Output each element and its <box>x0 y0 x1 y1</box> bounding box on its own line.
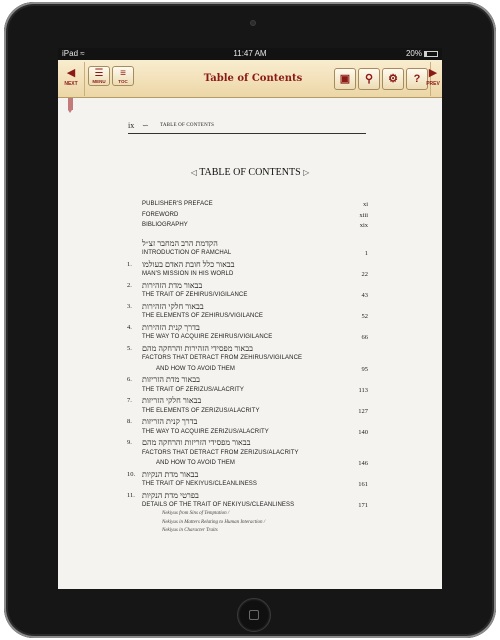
chapter-title: INTRODUCTION OF RAMCHAL <box>142 250 232 256</box>
gear-icon: ⚙ <box>388 73 398 85</box>
toc-entry-title: PUBLISHER'S PREFACE <box>142 201 213 207</box>
ornament-right-icon: ▷ <box>303 168 310 177</box>
toc-button[interactable]: ≡ TOC <box>112 66 134 86</box>
search-icon: ⚲ <box>364 73 374 85</box>
toc-entry-page: 113 <box>358 386 368 394</box>
toc-entry-page: 52 <box>361 313 368 320</box>
toc-entry[interactable] <box>58 291 442 301</box>
toc-entry-hebrew-row[interactable] <box>58 323 442 333</box>
status-time: 11:47 AM <box>233 49 267 58</box>
chapter-hebrew-title: בדרך קנית הזריזות <box>142 417 198 426</box>
toc-entry-hebrew-row[interactable] <box>58 281 442 291</box>
ornament-left-icon: ◁ <box>190 168 197 177</box>
chapter-title: FACTORS THAT DETRACT FROM ZERIZUS/ALACRITY <box>142 449 299 456</box>
toc-entry-page: 161 <box>358 481 368 488</box>
toc-entry-page: 1 <box>364 250 368 257</box>
chapter-hebrew-title: בבאור מדת הזהירות <box>142 280 203 290</box>
chapter-title: AND HOW TO AVOID THEM <box>156 460 235 466</box>
chapter-number: 5. <box>127 344 132 352</box>
section-title: Nekiyus in Matters Relating to Human Interaction / <box>162 519 266 525</box>
chapter-number: 7. <box>127 397 132 404</box>
chapter-number: 4. <box>127 323 132 331</box>
page-content <box>58 48 442 589</box>
toc-entry[interactable] <box>58 249 442 259</box>
toc-entry-title: BIBLIOGRAPHY <box>142 222 188 228</box>
toc-entry-hebrew-row[interactable] <box>58 417 442 427</box>
chapter-hebrew-title: בבאור כלל חובת האדם בעולמו <box>142 259 235 269</box>
chapter-number: 10. <box>127 470 136 478</box>
toc-entry[interactable] <box>58 386 442 396</box>
chapter-hebrew-title: בדרך קנית הזהירות <box>142 322 200 332</box>
toc-entry-title: FOREWORD <box>142 211 179 218</box>
menu-button[interactable]: ☰ MENU <box>88 66 110 86</box>
toc-entry-hebrew-row[interactable] <box>58 375 442 385</box>
chapter-number: 2. <box>127 281 132 289</box>
chapter-hebrew-title: בבאור חלקי הזריזות <box>142 396 202 405</box>
toc-entry[interactable] <box>58 407 442 417</box>
toc-entry[interactable] <box>58 333 442 343</box>
prev-button[interactable]: ▶ PREV <box>424 66 442 94</box>
toc-entry-hebrew-row[interactable] <box>58 302 442 312</box>
toc-entry-hebrew-row[interactable] <box>58 344 442 354</box>
chapter-title: THE TRAIT OF NEKIYUS/CLEANLINESS <box>142 481 258 487</box>
toc-entry-page: xiii <box>359 211 368 219</box>
ornament-icon: ∽ <box>142 121 149 130</box>
toc-entry[interactable] <box>58 459 442 469</box>
toc-entry-hebrew-row[interactable] <box>58 396 442 406</box>
chapter-hebrew-title: בבאור מפסידי הזריזות והרחקה מהם <box>142 438 251 447</box>
front-camera <box>250 20 256 26</box>
status-battery: 20% <box>406 48 438 60</box>
chapter-hebrew-title: הקדמת הרב המחבר זצ״ל <box>142 238 218 248</box>
section-title: Nekiyus from Sins of Temptation / <box>162 511 230 516</box>
chapter-number: 3. <box>127 302 132 310</box>
list-icon: ≡ <box>120 68 126 79</box>
toc-entry[interactable] <box>58 449 442 459</box>
toc-entry[interactable] <box>58 211 442 221</box>
chapter-number: 8. <box>127 418 132 425</box>
toc-entry-page: 66 <box>361 334 368 341</box>
toc-entry[interactable] <box>58 428 442 438</box>
chapter-title: THE ELEMENTS OF ZEHIRUS/VIGILANCE <box>142 313 263 319</box>
status-device: iPad ≈ <box>62 49 85 58</box>
toc-entry-page: 22 <box>361 271 368 278</box>
menu-icon: ☰ <box>94 68 104 79</box>
toc-entry-page: 140 <box>358 428 368 436</box>
arrow-right-icon: ▶ <box>428 67 438 79</box>
chapter-title: AND HOW TO AVOID THEM <box>156 365 235 372</box>
chapter-title: THE TRAIT OF ZEHIRUS/VIGILANCE <box>142 292 248 298</box>
chapter-hebrew-title: בבאור מדת הזריזות <box>142 375 200 384</box>
running-head-page-number: ix <box>128 121 135 130</box>
toc-entry-hebrew-row[interactable] <box>58 260 442 270</box>
toc-entry-page: 127 <box>358 407 368 415</box>
toc-entry-page: xix <box>359 222 368 229</box>
toc-entry[interactable] <box>58 480 442 490</box>
toolbar-title: Table of Contents <box>203 73 303 84</box>
chapter-title: DETAILS OF THE TRAIT OF NEKIYUS/CLEANLINESS <box>142 502 295 508</box>
toc-entry-hebrew-row[interactable] <box>58 470 442 480</box>
toc-entry[interactable] <box>58 365 442 375</box>
toc-entry-hebrew-row[interactable] <box>58 491 442 501</box>
toc-entry-page: 146 <box>358 460 368 467</box>
chapter-hebrew-title: בפרטי מדת הנקיות <box>142 490 199 500</box>
page-title: ◁ TABLE OF CONTENTS ▷ <box>190 167 310 178</box>
section-title: Nekiyus in Character Traits <box>162 528 218 533</box>
chapter-hebrew-title: בבאור חלקי הזהירות <box>142 301 204 311</box>
toc-entry-page: xi <box>362 201 368 208</box>
running-head <box>128 121 366 134</box>
toc-sub-entry[interactable] <box>58 527 442 537</box>
home-button[interactable] <box>237 598 271 632</box>
toc-entry-hebrew-row[interactable] <box>58 438 442 448</box>
chapter-title: FACTORS THAT DETRACT FROM ZEHIRUS/VIGILANCE <box>142 355 303 361</box>
chapter-title: MAN'S MISSION IN HIS WORLD <box>142 271 234 277</box>
chapter-title: THE WAY TO ACQUIRE ZERIZUS/ALACRITY <box>142 428 269 435</box>
toc-entry[interactable] <box>58 200 442 210</box>
chapter-number: 6. <box>127 376 132 383</box>
chapter-title: THE WAY TO ACQUIRE ZEHIRUS/VIGILANCE <box>142 334 273 340</box>
chapter-title: THE TRAIT OF ZERIZUS/ALACRITY <box>142 386 245 393</box>
chapter-number: 9. <box>127 439 132 446</box>
help-icon: ? <box>413 73 421 85</box>
chapter-hebrew-title: בבאור מדת הנקיות <box>142 469 199 479</box>
chapter-number: 1. <box>127 260 132 268</box>
toc-entry-page: 95 <box>361 365 368 373</box>
running-head-label: TABLE OF CONTENTS <box>160 123 215 128</box>
chapter-number: 11. <box>127 491 135 499</box>
chapter-title: THE ELEMENTS OF ZERIZUS/ALACRITY <box>142 407 260 414</box>
chapter-hebrew-title: בבאור מפסידי הזהירות והרחקה מהם <box>142 343 253 353</box>
briefcase-icon: ▣ <box>339 73 351 85</box>
toc-entry[interactable] <box>58 221 442 231</box>
wifi-icon: ≈ <box>80 49 85 58</box>
arrow-left-icon: ◀ <box>66 67 76 79</box>
next-button[interactable]: ◀ NEXT <box>60 66 82 94</box>
toc-entry[interactable] <box>58 312 442 322</box>
toc-entry[interactable] <box>58 270 442 280</box>
toc-entry-page: 171 <box>358 502 368 509</box>
toc-entry[interactable] <box>58 354 442 364</box>
toc-entry-page: 43 <box>361 292 368 299</box>
toc-entry-hebrew-row[interactable] <box>58 239 442 249</box>
